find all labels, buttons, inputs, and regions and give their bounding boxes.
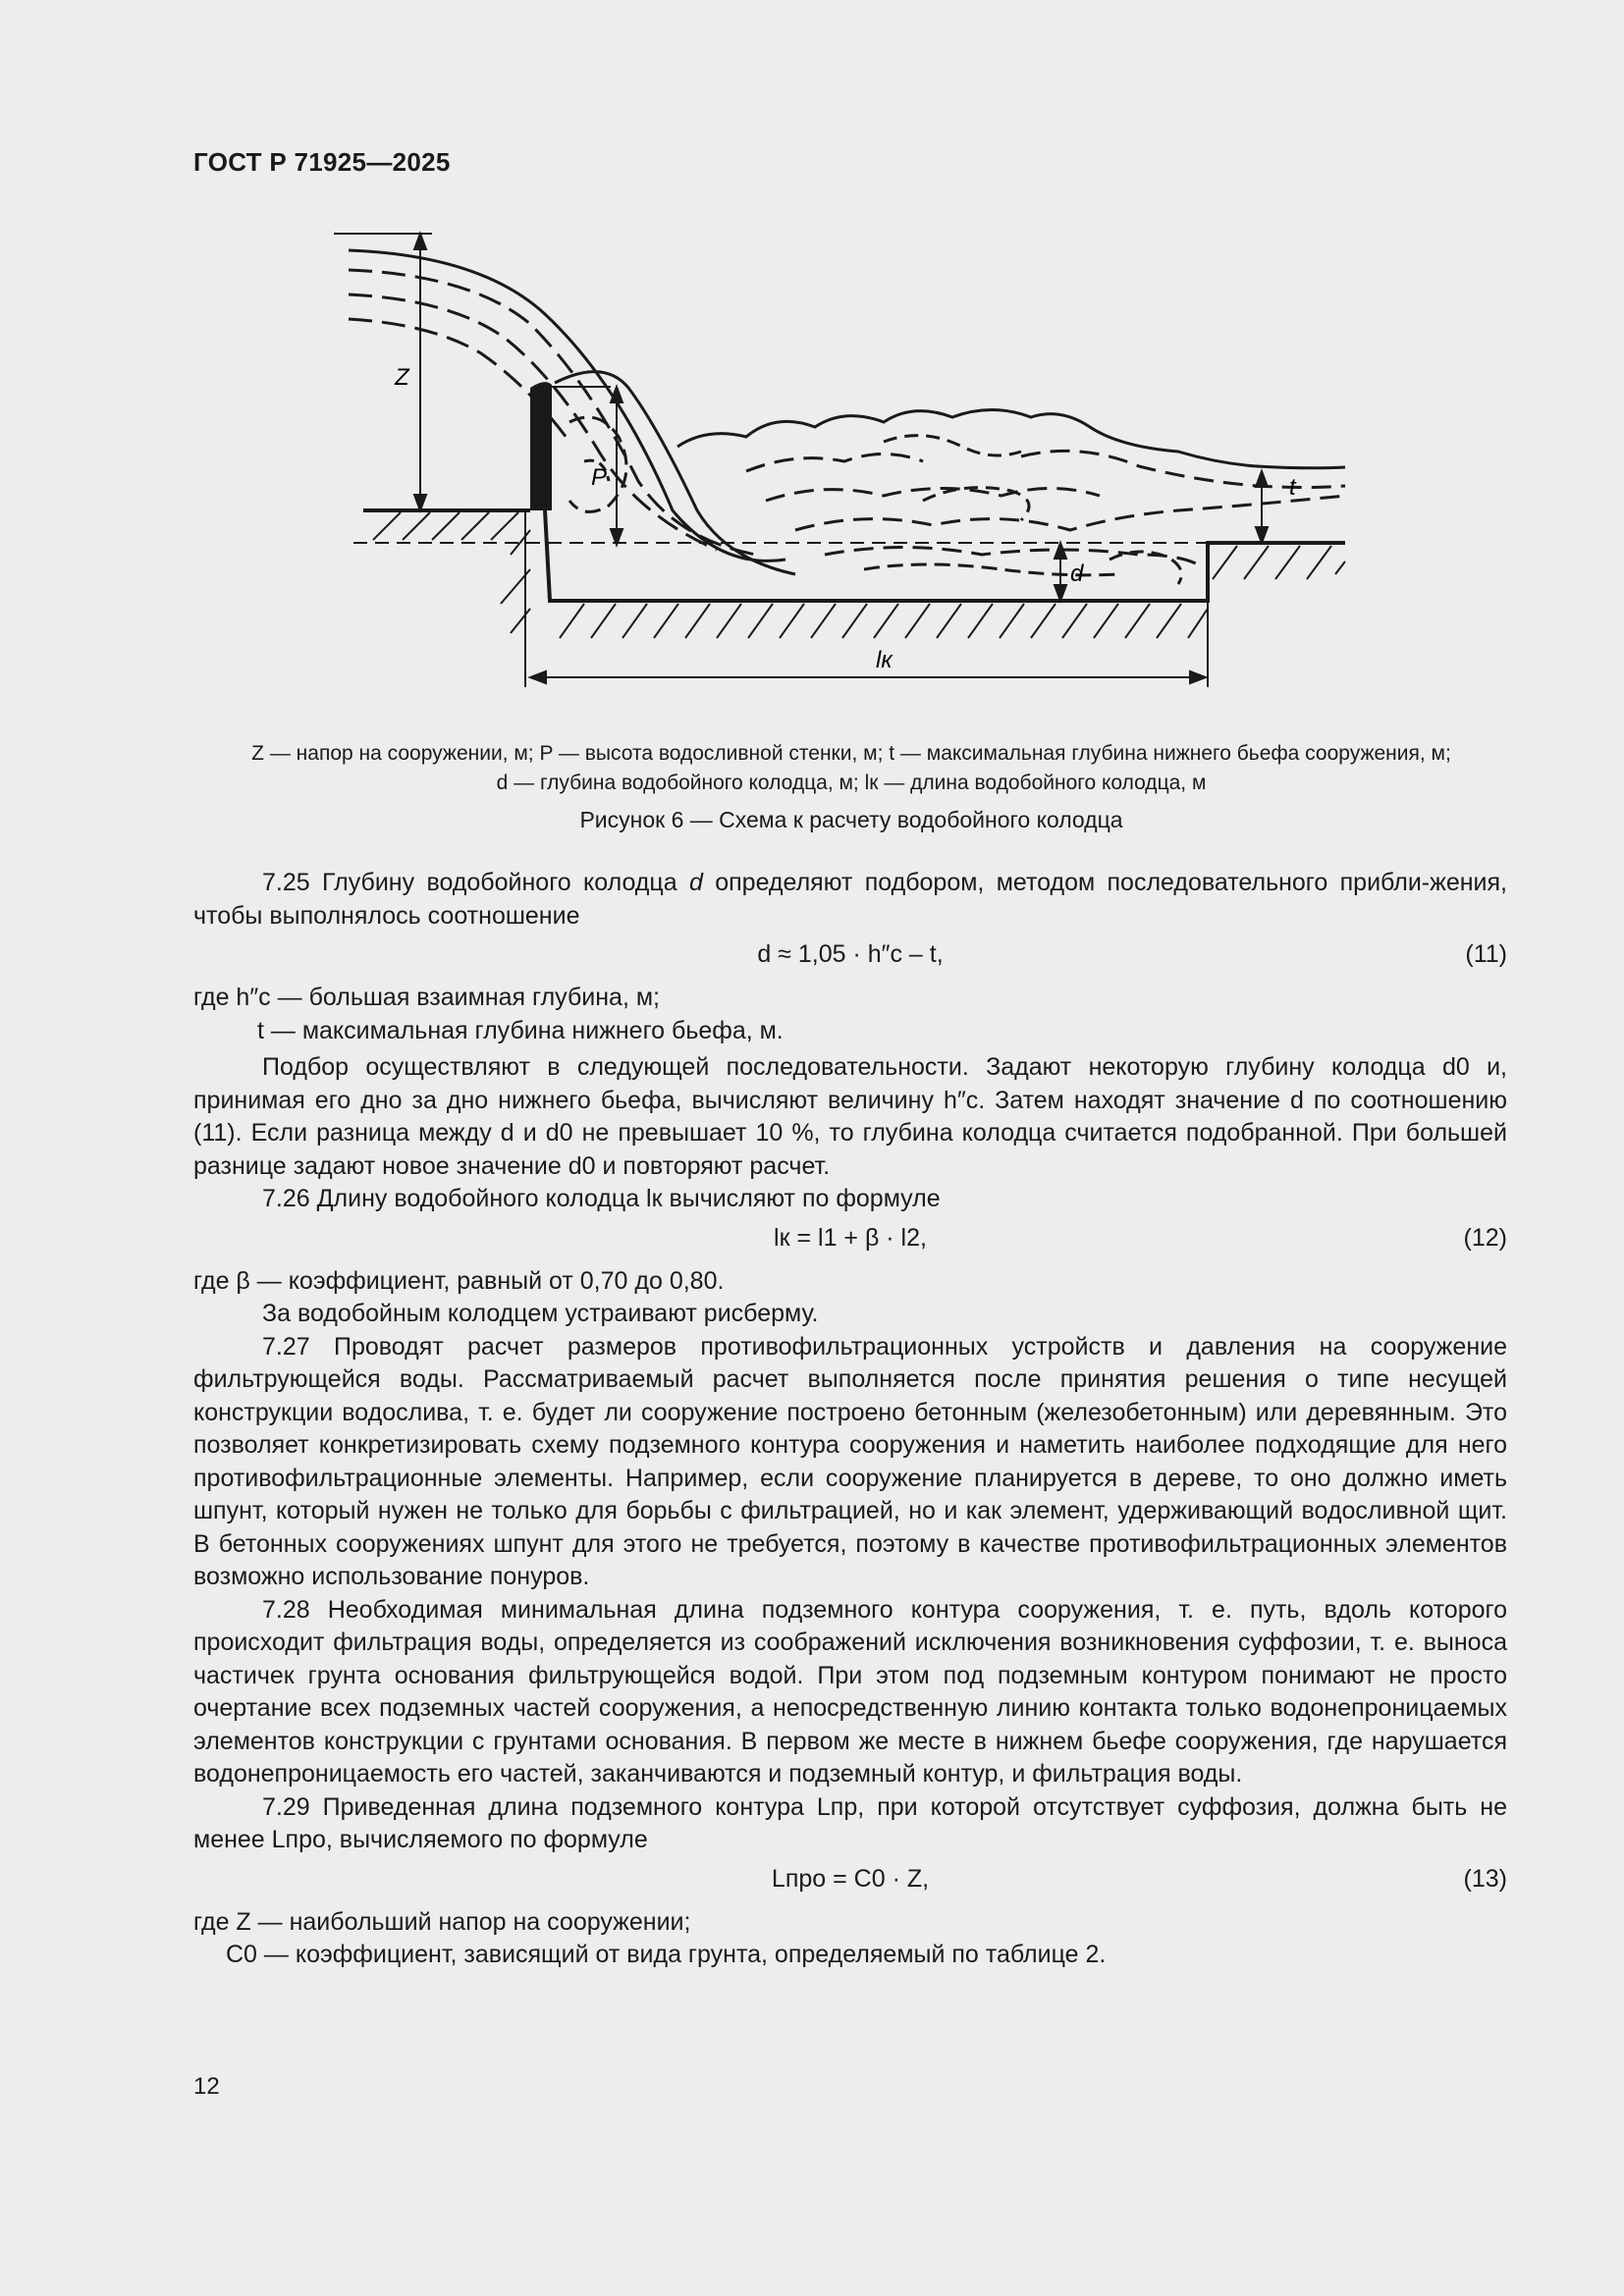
where-c0: C0 — коэффициент, зависящий от вида грунта, определяемый по таблице 2. xyxy=(226,1941,1107,1968)
document-header: ГОСТ Р 71925—2025 xyxy=(193,147,451,177)
label-lk: lк xyxy=(876,647,893,673)
stilling-basin-diagram xyxy=(334,216,1365,707)
where-t: t — максимальная глубина нижнего бьефа, м. xyxy=(257,1016,784,1044)
section-7-28: 7.28 Необходимая минимальная длина подземного контура сооружения, т. е. путь, вдоль которого происходит фильтрация воды, определяется из соображений исключения возникновения суффозии, т. е. выноса частичек грунта основания фильтрующейся водой. При этом под подземным контуром понимают не просто очертание всех подземных частей сооружения, а непосредственную линию контакта только водонепроницаемых элементов конструкции с грунтами основания. В первом же месте в нижнем бьефе сооружения, где нарушается водонепроницаемость его частей, заканчиваются и подземный контур, и фильтрация воды. xyxy=(193,1595,1507,1788)
page-number: 12 xyxy=(193,2073,220,2100)
section-7-25-var: d xyxy=(688,869,703,896)
upstream-ground xyxy=(363,510,530,540)
section-7-26: 7.26 Длину водобойного колодца lк вычисляют по формуле xyxy=(262,1185,941,1212)
document-body xyxy=(193,867,1507,1972)
where-hc: где h″c — большая взаимная глубина, м; xyxy=(193,984,660,1011)
section-7-29: 7.29 Приведенная длина подземного контура Lпр, при которой отсутствует суффозия, должна быть не менее Lпро, вычисляемого по формуле xyxy=(193,1792,1507,1853)
weir-wall xyxy=(530,382,552,510)
section-7-25 xyxy=(193,867,1507,933)
formula-13-number: (13) xyxy=(1463,1864,1507,1893)
figure-legend-line-1: Z — напор на сооружении, м; P — высота водосливной стенки, м; t — максимальная глубина нижнего бьефа сооружения, м; xyxy=(251,742,1451,765)
figure-legend-line-2: d — глубина водобойного колодца, м; lк — длина водобойного колодца, м xyxy=(496,772,1207,794)
where-z: где Z — наибольший напор на сооружении; xyxy=(193,1907,691,1936)
formula-12-expression: lк = l1 + β · l2, xyxy=(774,1223,927,1252)
label-z: Z xyxy=(395,364,409,391)
label-d: d xyxy=(1070,561,1084,587)
formula-11-number: (11) xyxy=(1465,940,1507,968)
section-7-27: 7.27 Проводят расчет размеров противофильтрационных устройств и давления на сооружение фильтрующейся воды. Рассматриваемый расчет выполняется после принятия решения о типе несущей конструкции водослива, т. е. будет ли сооружение построено бетонным (железобетонным) или деревянным. Это позволяет конкретизировать схему подземного контура сооружения и наметить наиболее подходящие для него противофильтрационные элементы. Например, если сооружение планируется в дереве, то оно должно иметь шпунт, который нужен не только для борьбы с фильтрацией, но и как элемент, удерживающий водосливной щит. В бетонных сооружениях шпунт для этого не требуется, поэтому в качестве противофильтрационных элементов возможно использование понуров. xyxy=(193,1332,1507,1590)
formula-13 xyxy=(193,1861,1507,1898)
label-p: P xyxy=(591,464,608,491)
where-beta: где β — коэффициент, равный от 0,70 до 0,80. xyxy=(193,1266,725,1295)
section-7-25-rest: определяют подбором, методом последовательного прибли-жения, чтобы выполнялось соотношение xyxy=(193,869,1507,930)
formula-13-expression: Lпро = C0 · Z, xyxy=(771,1864,930,1893)
section-7-26-apron: За водобойным колодцем устраивают рисберму. xyxy=(262,1300,819,1327)
figure-caption: Рисунок 6 — Схема к расчету водобойного колодца xyxy=(579,807,1123,832)
formula-11 xyxy=(193,936,1507,974)
section-7-25-lead: 7.25 Глубину водобойного колодца xyxy=(262,869,689,896)
section-7-25-selection: Подбор осуществляют в следующей последовательности. Задают некоторую глубину колодца d0 и, принимая его дно за дно нижнего бьефа, вычисляют величину h″c. Затем находят значение d по соотношению (11). Если разница между d и d0 не превышает 10 %, то глубина колодца считается подобранной. При большей разнице задают новое значение d0 и повторяют расчет. xyxy=(193,1053,1507,1180)
formula-11-expression: d ≈ 1,05 · h″c – t, xyxy=(757,940,944,968)
label-t: t xyxy=(1289,474,1296,501)
formula-12-number: (12) xyxy=(1463,1223,1507,1252)
formula-12 xyxy=(193,1220,1507,1257)
